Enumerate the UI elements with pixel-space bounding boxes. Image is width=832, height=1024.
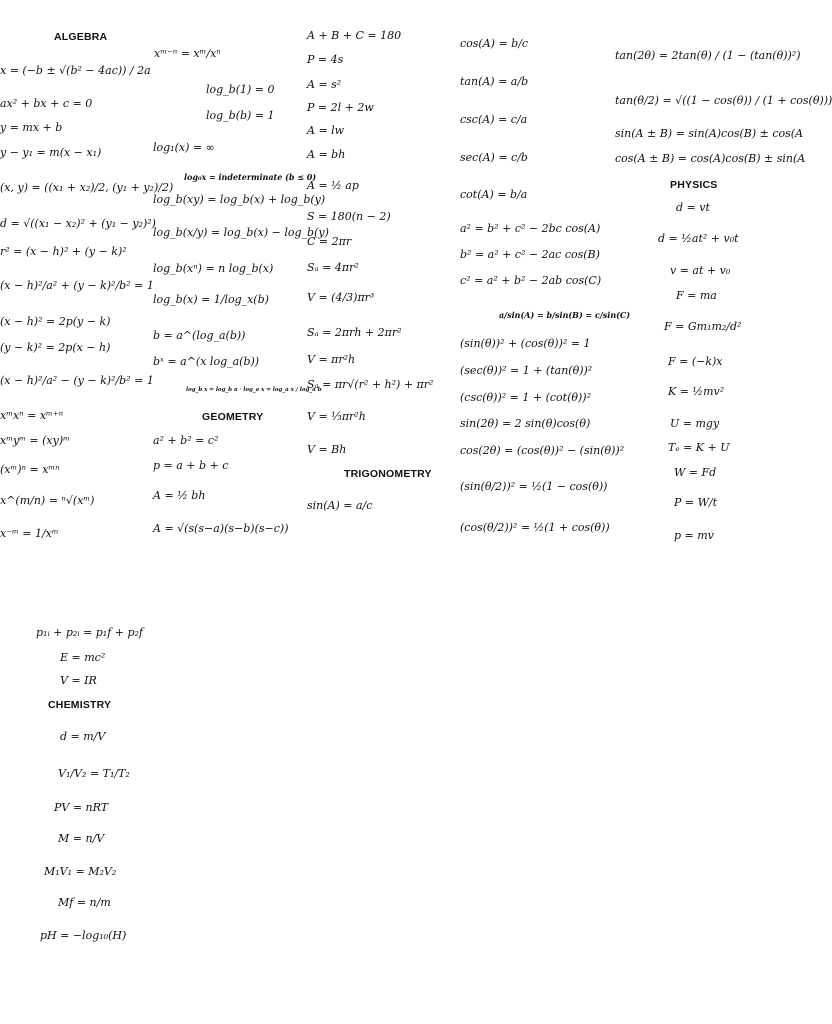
pythagorean-identity: (sin(θ))² + (cos(θ))² = 1	[460, 337, 591, 350]
midpoint-formula: (x, y) = ((x₁ + x₂)/2, (y₁ + y₂)/2)	[0, 181, 174, 194]
log-of-base: log_b(b) = 1	[206, 109, 275, 122]
secant-identity: (sec(θ))² = 1 + (tan(θ))²	[460, 364, 593, 377]
polygon-area: A = ½ ap	[307, 179, 359, 192]
hyperbola-formula: (x − h)²/a² − (y − k)²/b² = 1	[0, 374, 154, 387]
half-angle-cosine: (cos(θ/2))² = ½(1 + cos(θ))	[460, 521, 610, 534]
cosine-sum-identity: cos(A ± B) = cos(A)cos(B) ± sin(A	[615, 152, 806, 165]
log-reciprocal-rule: log_b(x) = 1/log_x(b)	[153, 293, 269, 306]
total-energy: Tₑ = K + U	[668, 441, 730, 454]
law-of-sines: a/sin(A) = b/sin(B) = c/sin(C)	[499, 310, 631, 320]
log-base-zero-note: log₀x = indeterminate (b ≤ 0)	[184, 172, 317, 182]
rectangle-area: A = lw	[307, 124, 345, 137]
exponent-product-rule: xᵐxⁿ = xᵐ⁺ⁿ	[0, 409, 64, 422]
negative-exponent-rule: x⁻ᵐ = 1/xᵐ	[0, 527, 59, 540]
ohms-law: V = IR	[60, 674, 97, 687]
log-change-of-base-exponent: b = a^(log_a(b))	[153, 329, 246, 342]
triangle-area: A = ½ bh	[153, 489, 206, 502]
power-formula: P = W/t	[674, 496, 718, 509]
sphere-volume: V = (4/3)πr³	[307, 291, 375, 304]
chemistry-heading: CHEMISTRY	[48, 699, 112, 711]
potential-energy: U = mgy	[670, 417, 720, 430]
cosine-definition: cos(A) = b/c	[460, 37, 529, 50]
universal-gravitation: F = Gm₁m₂/d²	[664, 320, 742, 333]
triangle-angle-sum: A + B + C = 180	[307, 29, 402, 42]
density-formula: d = m/V	[60, 730, 106, 743]
charles-law: V₁/V₂ = T₁/T₂	[58, 767, 130, 780]
exponent-power-rule: (xᵐ)ⁿ = xᵐⁿ	[0, 463, 60, 476]
half-angle-tangent: tan(θ/2) = √((1 − cos(θ)) / (1 + cos(θ)))	[615, 94, 832, 107]
cylinder-surface-area: Sₐ = 2πrh + 2πr²	[307, 326, 402, 339]
fractional-exponent-rule: x^(m/n) = ⁿ√(xᵐ)	[0, 494, 95, 507]
dilution-formula: M₁V₁ = M₂V₂	[44, 865, 117, 878]
physics-column	[610, 0, 832, 560]
triangle-perimeter: p = a + b + c	[153, 459, 229, 472]
molarity-formula: M = n/V	[58, 832, 105, 845]
law-of-cosines-a: a² = b² + c² − 2bc cos(A)	[460, 222, 601, 235]
exponent-quotient-rule: xᵐ⁻ⁿ = xᵐ/xⁿ	[154, 47, 221, 60]
parabola-vertical-formula: (x − h)² = 2p(y − k)	[0, 315, 111, 328]
cosecant-definition: csc(A) = c/a	[460, 113, 528, 126]
distance-velocity-time: d = vt	[676, 201, 710, 214]
log-quotient-rule: log_b(x/y) = log_b(x) − log_b(y)	[153, 226, 329, 239]
kinematic-velocity: v = at + v₀	[670, 264, 731, 277]
exponential-change-of-base: bˣ = a^(x log_a(b))	[153, 355, 260, 368]
physics-heading: PHYSICS	[670, 179, 718, 191]
square-perimeter: P = 4s	[307, 53, 344, 66]
newtons-second-law: F = ma	[676, 289, 717, 302]
distance-formula: d = √((x₁ − x₂)² + (y₁ − y₂)²)	[0, 217, 156, 230]
double-angle-sine: sin(2θ) = 2 sin(θ)cos(θ)	[460, 417, 591, 430]
log-power-rule: log_b(xⁿ) = n log_b(x)	[153, 262, 274, 275]
sphere-surface-area: Sₐ = 4πr²	[307, 261, 359, 274]
quadratic-equation: ax² + bx + c = 0	[0, 97, 93, 110]
mass-energy-equivalence: E = mc²	[60, 651, 106, 664]
trigonometry-heading: TRIGONOMETRY	[344, 468, 432, 480]
log-product-rule: log_b(xy) = log_b(x) + log_b(y)	[153, 193, 326, 206]
cone-volume: V = ⅓πr²h	[307, 410, 366, 423]
log-of-one: log_b(1) = 0	[206, 83, 275, 96]
secant-definition: sec(A) = c/b	[460, 151, 528, 164]
circle-circumference: C = 2πr	[307, 235, 352, 248]
half-angle-sine: (sin(θ/2))² = ½(1 − cos(θ))	[460, 480, 608, 493]
ellipse-formula: (x − h)²/a² + (y − k)²/b² = 1	[0, 279, 154, 292]
tangent-definition: tan(A) = a/b	[460, 75, 529, 88]
cone-surface-area: Sₐ = πr√(r² + h²) + πr²	[307, 378, 434, 391]
pythagorean-theorem: a² + b² = c²	[153, 434, 219, 447]
exponent-power-of-product: xᵐyᵐ = (xy)ᵐ	[0, 434, 70, 447]
momentum-formula: p = mv	[674, 529, 714, 542]
law-of-cosines-b: b² = a² + c² − 2ac cos(B)	[460, 248, 600, 261]
quadratic-formula: x = (−b ± √(b² − 4ac)) / 2a	[0, 64, 151, 77]
log-base-one: log₁(x) = ∞	[153, 141, 215, 154]
kinetic-energy: K = ½mv²	[668, 385, 725, 398]
kinematic-displacement: d = ½at² + v₀t	[658, 232, 739, 245]
parallelogram-area: A = bh	[307, 148, 346, 161]
slope-intercept-formula: y = mx + b	[0, 121, 63, 134]
geometry-heading: GEOMETRY	[202, 411, 264, 423]
conservation-of-momentum: p₁ᵢ + p₂ᵢ = p₁f + p₂f	[36, 626, 144, 639]
work-formula: W = Fd	[674, 466, 717, 479]
herons-formula: A = √(s(s−a)(s−b)(s−c))	[153, 522, 289, 535]
double-angle-cosine: cos(2θ) = (cos(θ))² − (sin(θ))²	[460, 444, 625, 457]
rectangle-perimeter: P = 2l + 2w	[307, 101, 374, 114]
algebra-heading: ALGEBRA	[54, 31, 108, 43]
point-slope-formula: y − y₁ = m(x − x₁)	[0, 146, 102, 159]
circle-formula: r² = (x − h)² + (y − k)²	[0, 245, 127, 258]
parabola-horizontal-formula: (y − k)² = 2p(x − h)	[0, 341, 111, 354]
ideal-gas-law: PV = nRT	[54, 801, 109, 814]
ph-formula: pH = −log₁₀(H)	[40, 929, 127, 942]
sine-sum-identity: sin(A ± B) = sin(A)cos(B) ± cos(A	[615, 127, 804, 140]
molality-formula: Mf = n/m	[58, 896, 111, 909]
hookes-law: F = (−k)x	[668, 355, 723, 368]
sine-definition: sin(A) = a/c	[307, 499, 373, 512]
square-area: A = s²	[307, 78, 342, 91]
law-of-cosines-c: c² = a² + b² − 2ab cos(C)	[460, 274, 602, 287]
prism-volume: V = Bh	[307, 443, 347, 456]
cosecant-identity: (csc(θ))² = 1 + (cot(θ))²	[460, 391, 591, 404]
double-angle-tangent: tan(2θ) = 2tan(θ) / (1 − (tan(θ))²)	[615, 49, 801, 62]
polygon-angle-sum: S = 180(n − 2)	[307, 210, 391, 223]
cotangent-definition: cot(A) = b/a	[460, 188, 528, 201]
log-chain-rule: log_b x = log_b a · log_a x = log_a x / log_a b	[186, 387, 322, 393]
cylinder-volume: V = πr²h	[307, 353, 356, 366]
